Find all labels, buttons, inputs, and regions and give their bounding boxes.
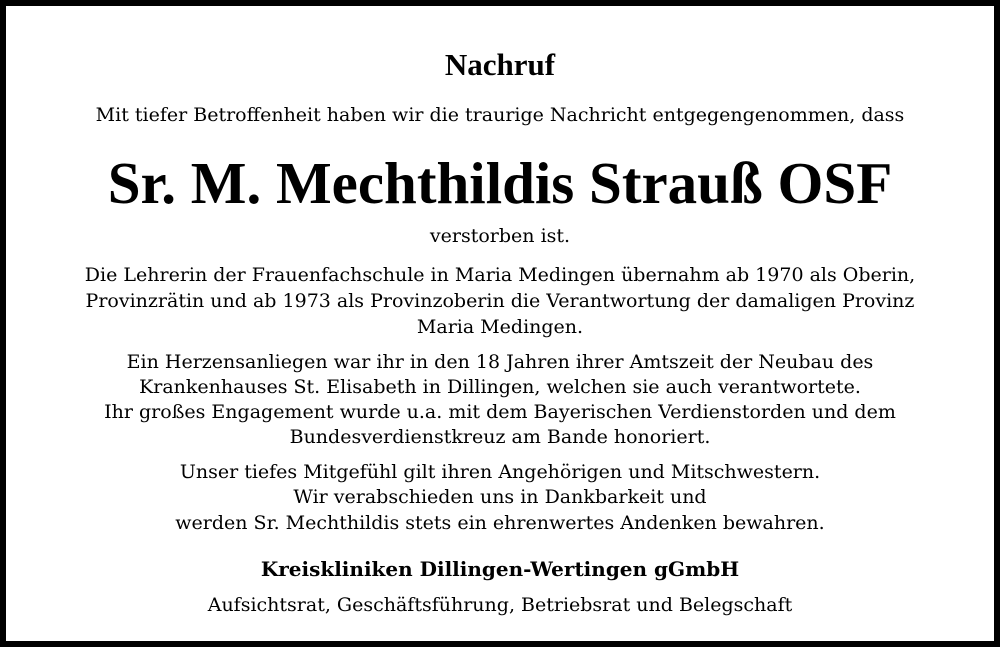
paragraph2-line: Bundesverdienstkreuz am Bande honoriert. xyxy=(289,426,711,448)
intro-text: Mit tiefer Betroffenheit haben wir die traurige Nachricht entgegengenommen, dass xyxy=(95,104,905,126)
organization-name: Kreiskliniken Dillingen-Wertingen gGmbH xyxy=(260,557,740,581)
paragraph2-line: Ein Herzensanliegen war ihr in den 18 Jahren ihrer Amtszeit der Neubau des xyxy=(126,351,874,373)
paragraph2-line: Krankenhauses St. Elisabeth in Dillingen, welchen sie auch verantwortete. xyxy=(139,376,861,398)
signatories-text: Aufsichtsrat, Geschäftsführung, Betriebsrat und Belegschaft xyxy=(207,594,793,616)
paragraph1-line: Maria Medingen. xyxy=(416,316,584,338)
paragraph2-line: Ihr großes Engagement wurde u.a. mit dem Bayerischen Verdienstorden und dem xyxy=(104,401,896,423)
paragraph3-line: Wir verabschieden uns in Dankbarkeit und xyxy=(293,486,707,508)
after-name-text: verstorben ist. xyxy=(429,225,571,247)
paragraph1-line: Die Lehrerin der Frauenfachschule in Maria Medingen übernahm ab 1970 als Oberin, xyxy=(84,264,916,286)
paragraph3-line: Unser tiefes Mitgefühl gilt ihren Angehörigen und Mitschwestern. xyxy=(179,461,821,483)
paragraph3-line: werden Sr. Mechthildis stets ein ehrenwertes Andenken bewahren. xyxy=(175,512,825,534)
obituary-heading: Nachruf xyxy=(444,47,556,82)
deceased-name: Sr. M. Mechthildis Strauß OSF xyxy=(107,150,893,216)
paragraph1-line: Provinzrätin und ab 1973 als Provinzoberin die Verantwortung der damaligen Provinz xyxy=(85,290,915,312)
